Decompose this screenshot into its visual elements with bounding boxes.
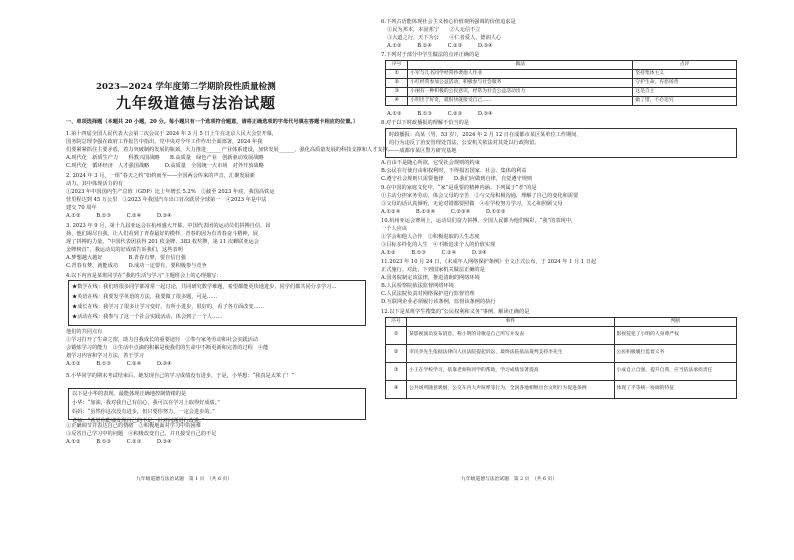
question-7-table [385, 60, 737, 106]
table-row [386, 363, 737, 381]
table-header-cell: 序号 [386, 61, 408, 70]
question-line: 正式施行。对此，下列国家机关做法正确的是 [381, 267, 485, 273]
news-line: 的行为违反了治安管理处罚法，公安机关依法对其处以行政拘留。 [389, 140, 540, 146]
quote-line: ★英语在线：我要发学英语的方法，我要做了很多题，可是…… [72, 294, 218, 300]
question-line: 动力。其中体现活力的有 [66, 181, 124, 187]
question-7-intro: 7.下列对于部分中学生做法的点评正确的是 [381, 52, 480, 58]
table-header-cell: 做法 [408, 61, 633, 70]
news-box [385, 128, 737, 158]
table-cell: 市民李先生依据法律向人民法院提起诉讼，最终法院依法裁判支持李先生 [407, 345, 614, 363]
question-line: 一个人应该 [381, 226, 407, 232]
option-line: A.①② B.①③ C.②③ D.③④ [66, 439, 172, 445]
table-header-cell: 序号 [386, 318, 407, 327]
question-12-intro: 12.以下是某班学生搜集的“公民权利和义务”事例，解读正确的是 [381, 309, 530, 315]
table-header-cell: 事件 [407, 318, 614, 327]
table-cell: 公民积极履行监督义务 [614, 345, 737, 363]
news-line: ——成都市某区警方研究基地 [389, 148, 457, 154]
right-page [381, 18, 739, 482]
table-header-cell: 判断 [614, 318, 737, 327]
question-5-intro: 5.小华同学的期末考试结束后，她发现自己的学习成绩没有进步，于是，小华想：“我真是太笨了！” [66, 373, 295, 379]
question-line: A.国务院制定该法律，推进清朗的网络环境 [381, 275, 480, 281]
table-cell: 小军与几名同学经常抄袭他人作业 [408, 70, 633, 79]
question-line: 扬，他们竭尽自我，让人们看到了青春最好的模样，青春的因为有青春奋斗精神，展 [66, 231, 258, 237]
table-cell: 小王在学校学习，依靠老师和同学的帮助，学习成绩显著提高 [407, 363, 614, 381]
table-row [386, 79, 737, 88]
table-cell: 公共场所随意吸烟，公交车内大声喧哗等行为，全国各地相继出台文明行为促进条例 [407, 381, 614, 399]
question-line: 1.第十四届全国人民代表大会第二次会议于 2024 年 3 月 5 日上午在北京人民大会堂开幕， [66, 131, 278, 137]
quote-line: ★成长在线：我学习了很多让学习变好，有所小进步，很好的，看了各方面改变…… [72, 304, 264, 310]
question-line: 2. 2024 年 3 月，一组“春天之约”如约而至——全国两会传来的声音，汇聚发展新 [66, 173, 255, 179]
table-cell: ① [386, 70, 408, 79]
question-line: 营里程达到 45 万公里 ③2023 年我国汽车出口首次跃居全球第一 ④2023 年是中法 [66, 197, 267, 203]
question-line: ③目标多样化的人生 ④不断追求个人的价值实现 [381, 242, 496, 248]
dialog-line: 妈妈：“虽然你这次没有进步，但只要你努力，一定会进步的。” [72, 409, 215, 415]
question-line: A.①② B.①③ C.②④ D.③④ [66, 361, 172, 367]
question-line: ①2023 年中国国内生产总值（GDP）比上年增长 5.2% ②截至 2023 年底，我国高铁运 [66, 189, 275, 195]
header-title: 2023—2024 学年度第二学期阶段性质量检测 [96, 82, 276, 92]
table-row [386, 97, 737, 106]
table-cell: ③ [386, 88, 408, 97]
question-line: 会锻炼学习的能力 ③生活中点滴的积累是使我们的生命中不断更新和完善的过程 ④能 [66, 345, 269, 351]
question-line: A.①② B.①③ C.②④ D.③④ [381, 250, 487, 256]
question-12-table [385, 317, 737, 399]
table-cell: ① [386, 327, 407, 345]
table-header-row [386, 318, 737, 327]
question-line: 划学习内容和学习方法，善于学习 [66, 353, 144, 359]
question-line: ①学习打开了生命之窗，助力自我成长的重要途径 ②参与家务劳动和社会实践活动 [66, 337, 258, 343]
question-line: 金牌榜首”，我运动员的好成绩告诉我们，这些表明 [66, 247, 183, 253]
table-row [386, 70, 737, 79]
question-6-intro: 6.下列古语能体现社会主义核心价值观所强调的价值追求是 [381, 19, 516, 25]
section-heading: 一、单项选择题（本题共 20 小题，20 分。每小题只有一个选项符合题意，请将正确选项的字母代号填在答题卡相应的位置。） [66, 119, 359, 125]
table-cell: 某影视演员发布消息，称小明的诗歌是自己所写并发表 [407, 327, 614, 345]
table-cell: 坚持集体主义 [633, 70, 737, 79]
question-6-options: A.①② B.①④ C.②③ D.③④ [387, 43, 493, 49]
table-row [386, 88, 737, 97]
option-line: ①正确调节并表达自己的情绪 ②积极地面对学习中的困难 [66, 423, 201, 429]
table-cell: ② [386, 79, 408, 88]
dialog-line: 老师：“希望你能够发现自己的不足，针对问题进行改进。” [72, 418, 205, 424]
question-line: C.人民法院负责对网络保护进行监督管理 [381, 291, 475, 297]
quote-line: ★活动在线：我参与了这一个社会实践活动，体会到了一个人…… [72, 314, 223, 320]
question-line: A.①② B.①③ C.②④ D.③④ [66, 213, 172, 219]
table-cell: 体现了平等统一协调的特征 [614, 381, 737, 399]
table-cell: 小成自立自强，提升自我，应当依法承担责任 [614, 363, 737, 381]
item-line: ③大道之行，天下为公 ④仁者爱人，德润人心 [387, 35, 502, 41]
news-line: 时政播报：高某（男，53 岁），2024 年 2 月 12 日在成都市某区某单位工作期间， [389, 132, 582, 138]
dialog-line: 以下是小华的表现，最能体现正确地控制情绪的是 [72, 391, 187, 397]
question-line: B.人民检察院依法监督网络环境 [381, 283, 454, 289]
left-page [66, 62, 393, 482]
question-4-intro: 4.以下内容是某班同学在“我的生活与学习”主题班会上的心理描写： [66, 273, 222, 279]
main-title: 九年级道德与法治试题 [116, 94, 277, 112]
option-line: A.自由不是随心所欲，它受社会规则的约束 [381, 160, 480, 166]
table-row [386, 327, 737, 345]
question-line: 3. 2023 年 9 月，第十九届亚运会在杭州盛大开幕。中国代表团的运动员们拼搏自信、昂 [66, 223, 271, 229]
table-cell: 小红经常参加公益活动，积极参与社会服务 [408, 79, 633, 88]
question-line: 们要紧紧抓住主要矛盾，着力突破制约发展的瓶颈，大力推进______产业体系建设，加快发展______，强化高质量发展的科技支撑和人才支撑。 [66, 147, 393, 153]
dialog-box [68, 388, 366, 424]
table-cell: ② [386, 345, 407, 363]
question-line: 他们的共同点有 [66, 329, 103, 335]
item-line: ①民为邦本，本固邦宁 ②人无信不立 [387, 27, 481, 33]
table-cell: 小明出于好奇，就很快就接受自己…… [408, 97, 633, 106]
table-row [386, 381, 737, 399]
question-line: ①主动分担家务劳动，体会父母的辛苦 ②与父母积极沟通，理解了自己的变化和需要 [381, 193, 579, 199]
question-line: 10.杭州亚运会赛场上，运动员们奋力拼搏。全国人民都为他们喝彩，“我”的表现中， [381, 218, 577, 224]
page-footer: 九年级道德与法治试题 第 1 页 （共 6 页） [136, 477, 233, 482]
question-7-options: A.①② B.①③ C.②③ D.③④ [387, 111, 493, 117]
question-line: A.梦想越大越好 B.青春有梦，要自信自强 [66, 255, 186, 261]
question-line: C.现代化 循环经济 人才强国战略 D.高质量 全国统一大市场 对外开放战略 [66, 163, 264, 169]
question-8-intro: 8.对于以下时政播报的理解不恰当的是 [381, 120, 469, 126]
quote-box [68, 280, 366, 326]
table-row [386, 345, 737, 363]
question-line: A.①②④ B.①③④ C.②③④ D.①②③ [381, 209, 506, 215]
quote-line: ★数学在线：我们班很多同学都常常一起讨论，共同研究数学难题，希望都能更快地进步，同学们都共同分享学习… [72, 284, 337, 290]
question-line: 国务院总理李强在政府工作报告中指出，党中央对今年工作作出全面部署，2024 年我 [66, 139, 263, 145]
question-line: 9.在中国的家庭文化中，“家”是重要的精神内涵。下列属于“孝”的是 [381, 185, 537, 191]
table-cell: ④ [386, 97, 408, 106]
question-line: 建交 70 周年 [66, 205, 97, 211]
option-line: C.遵守社会规则只需要他律 D.我们应做到自律，自觉遵守规则 [381, 176, 533, 182]
table-cell: 小丽有一种积极的公民意识，经常为社会公益活动出力 [408, 88, 633, 97]
table-cell: 守护生命，弃恶扬善 [633, 79, 737, 88]
option-line: B.公民在行使自由和权利时，不得损害国家、社会、集体的利益 [381, 168, 527, 174]
question-line: 现了拼搏的力量。“中国代表团获得 201 枚金牌、383 枚奖牌，第 11 次蝉联亚运会 [66, 239, 259, 245]
table-cell: 做了错，不必追究 [633, 97, 737, 106]
table-cell: 这是自主 [633, 88, 737, 97]
table-header-cell: 点评 [633, 61, 737, 70]
question-line: C.青春有梦，就能成功 D.成功一定要有，要积极参与竞争 [66, 263, 207, 269]
table-cell: 影视侵犯了小明的人身尊严权 [614, 327, 737, 345]
question-line: A.现代化 新质生产力 科教兴国战略 B.高质量 绿色产业 创新驱动发展战略 [66, 155, 264, 161]
question-line: D.互联网企业必须履行该条例，监督该条例的执行 [381, 299, 496, 305]
table-header-row [386, 61, 737, 70]
dialog-line: 小华：“加油，我对我自己有信心，我可以在学习上取得好成绩。” [72, 400, 220, 406]
question-line: ③父母的话认真倾听，无论对错都要照做 ④在学校努力学习，关心和照顾父母 [381, 201, 563, 207]
page-footer: 九年级道德与法治试题 第 2 页 （共 6 页） [461, 477, 558, 482]
question-line: ①学会和他人合作 ②积极进取的人生态度 [381, 234, 480, 240]
table-cell: ③ [386, 363, 407, 381]
table-cell: ④ [386, 381, 407, 399]
option-line: ③反省自己学习中的问题 ④积极改变自己，并且接受自己的不足 [66, 431, 217, 437]
question-line: 11.2023 年 10 月 24 日，《未成年人网络保护条例》全文正式公布，于 2024 年 1 月 1 日起 [381, 259, 597, 265]
